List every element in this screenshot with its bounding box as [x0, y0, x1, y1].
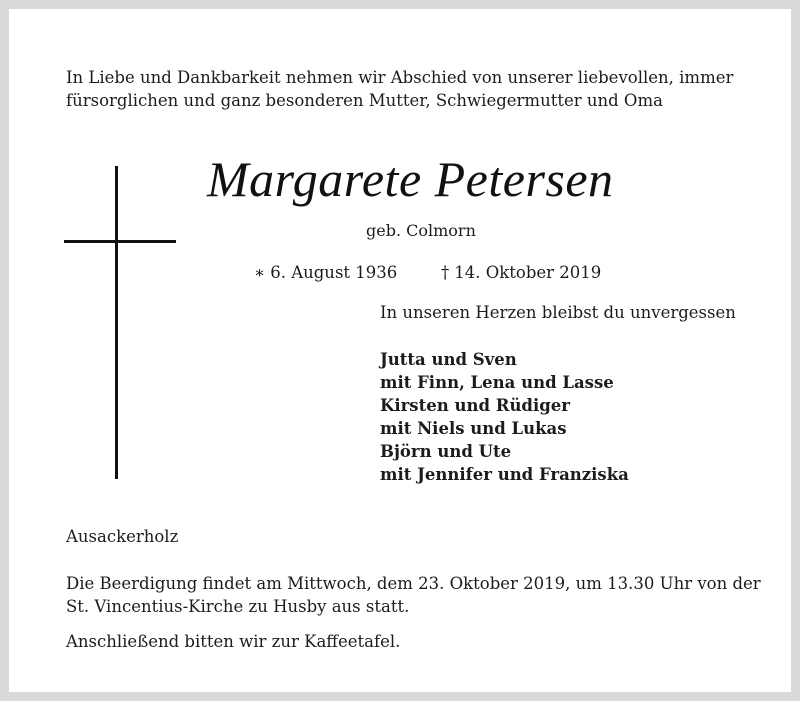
birth-name: geb. Colmorn — [366, 221, 476, 240]
family-member: mit Finn, Lena und Lasse — [380, 373, 614, 392]
cross-vertical-bar — [115, 166, 118, 479]
intro-text — [66, 66, 733, 112]
death-dagger-icon: † — [441, 263, 450, 282]
intro-line-2: fürsorglichen und ganz besonderen Mutter, Schwiegermutter und Oma — [66, 91, 663, 110]
funeral-line-2: St. Vincentius-Kirche zu Husby aus statt. — [66, 597, 410, 616]
motto: In unseren Herzen bleibst du unvergessen — [380, 303, 736, 322]
coffee-invitation: Anschließend bitten wir zur Kaffeetafel. — [66, 632, 401, 651]
funeral-info — [66, 572, 761, 618]
deceased-name: Margarete Petersen — [207, 151, 614, 207]
family-list — [380, 348, 629, 486]
family-member: Jutta und Sven — [380, 350, 517, 369]
family-member: Kirsten und Rüdiger — [380, 396, 570, 415]
family-member: mit Jennifer und Franziska — [380, 465, 629, 484]
funeral-line-1: Die Beerdigung findet am Mittwoch, dem 23. Oktober 2019, um 13.30 Uhr von der — [66, 574, 761, 593]
birth-date-group — [254, 261, 397, 284]
cross-horizontal-bar — [64, 240, 176, 243]
birth-date: 6. August 1936 — [270, 263, 398, 282]
intro-line-1: In Liebe und Dankbarkeit nehmen wir Abschied von unserer liebevollen, immer — [66, 68, 734, 87]
birth-star-icon: ∗ — [254, 263, 266, 282]
death-date: 14. Oktober 2019 — [454, 263, 602, 282]
death-date-group — [441, 261, 601, 284]
location: Ausackerholz — [66, 527, 179, 546]
family-member: mit Niels und Lukas — [380, 419, 567, 438]
family-member: Björn und Ute — [380, 442, 512, 461]
